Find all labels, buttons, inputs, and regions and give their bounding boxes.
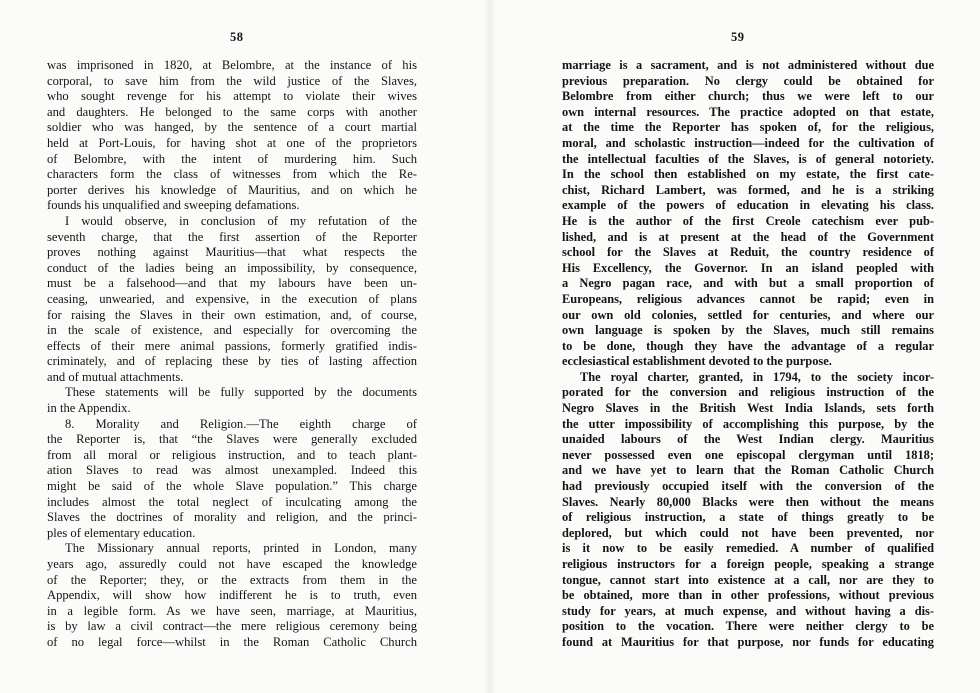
text-line: study for years, at much expense, and without having a dis- [562, 603, 934, 618]
text-line: of religious instruction, a state of things greatly to be [562, 510, 934, 525]
text-line: In the school then established on my estate, the first cate- [562, 167, 934, 182]
text-line: for raising the Slaves in their own estimation, and, of course, [47, 307, 417, 322]
text-line: of the Reporter; they, or the extracts from them in the [47, 572, 417, 587]
text-line: Negro Slaves in the British West India Islands, sets forth [562, 401, 934, 416]
text-line: marriage is a sacrament, and is not administered without due [562, 58, 934, 72]
text-line: founds his unqualified and sweeping defamations. [47, 198, 300, 213]
text-line: is it now to be easily remedied. A number of qualified [562, 541, 934, 556]
text-line: had previously occupied itself with the conversion of the [562, 479, 934, 494]
text-line: Slaves the doctrines of morality and religion, and the princi- [47, 510, 417, 525]
text-line: ecclesiastical establishment devoted to the purpose. [562, 354, 832, 369]
text-line: criminately, and of replacing these by ties of lasting affection [47, 354, 417, 369]
text-line: His Excellency, the Governor. In an island peopled with [562, 260, 934, 275]
text-line: the Reporter is, that “the Slaves were generally excluded [47, 432, 417, 447]
text-line: The royal charter, granted, in 1794, to the society incor- [580, 369, 934, 384]
text-line: porated for the conversion and religious instruction of the [562, 385, 934, 400]
text-line: is by law a civil contract—the mere religious ceremony being [47, 619, 417, 634]
text-line: must be a falsehood—and that my labours have been un- [47, 276, 417, 291]
text-line: He is the author of the first Creole catechism ever pub- [562, 213, 934, 228]
page-number-right: 59 [731, 30, 745, 44]
text-line: to be done, though they have the advantage of a regular [562, 338, 934, 353]
text-line: ples of elementary education. [47, 525, 196, 540]
text-line: corporal, to save him from the wild justice of the Slaves, [47, 73, 417, 88]
text-line: of Belombre, with the intent of murdering him. Such [47, 151, 417, 166]
text-line: the intellectual faculties of the Slaves, is of general notoriety. [562, 151, 934, 166]
text-line: Appendix, will show how indifferent he is to truth, even [47, 588, 417, 603]
text-line: effects of their mere animal passions, formerly gratified indis- [47, 338, 417, 353]
text-line: characters form the class of witnesses from which the Re- [47, 167, 417, 182]
text-line: soldier who was hanged, by the sentence of a court martial [47, 120, 417, 135]
text-line: proves nothing against Mauritius—that what respects the [47, 245, 417, 260]
text-line: a Negro pagan race, and with but a small proportion of [562, 276, 934, 291]
right-page [490, 0, 980, 693]
text-line: and daughters. He belonged to the same corps with another [47, 104, 417, 119]
text-line: school for the Slaves at Reduit, the country residence of [562, 245, 934, 260]
text-line: tongue, cannot start into existence at a call, nor are they to [562, 572, 934, 587]
text-line: seventh charge, that the first assertion of the Reporter [47, 229, 417, 244]
right-page-body [562, 58, 934, 651]
text-line: unaided labours of the West Indian clergy. Mauritius [562, 432, 934, 447]
text-line: religious instructors for a foreign people, speaking a strange [562, 557, 934, 571]
text-line: conduct of the ladies being an impossibility, by consequence, [47, 260, 417, 275]
text-line: our own old colonies, settled for centuries, and where our [562, 307, 934, 322]
text-line: position to the vocation. There were neither clergy to be [562, 619, 934, 634]
text-line: in the Appendix. [47, 401, 131, 416]
text-line: never possessed even one episcopal clergyman until 1818; [562, 447, 934, 462]
text-line: Slaves. Nearly 80,000 Blacks were then without the means [562, 494, 934, 509]
text-line: Belombre from either church; thus we were left to our [562, 89, 934, 104]
text-line: example of the powers of education in elevating his class. [562, 198, 934, 213]
text-line: ation Slaves to read was almost unexampled. Indeed this [47, 463, 417, 478]
text-line: Europeans, religious advances cannot be rapid; even in [562, 291, 934, 306]
page-number-left: 58 [230, 30, 244, 44]
text-line: own language is spoken by the Slaves, much still remains [562, 323, 934, 338]
text-line: ceasing, unwearied, and expensive, in the execution of plans [47, 291, 417, 306]
text-line: previous preparation. No clergy could be obtained for [562, 73, 934, 88]
text-line: porter derives his knowledge of Mauritius, and on which he [47, 182, 417, 197]
text-line: might be said of the whole Slave population.” This charge [47, 479, 417, 494]
text-line: of no legal force—whilst in the Roman Catholic Church [47, 634, 417, 649]
text-line: includes almost the total neglect of inculcating among the [47, 494, 417, 509]
left-page-body [47, 58, 417, 651]
text-line: was imprisoned in 1820, at Belombre, at the instance of his [47, 58, 417, 72]
section-heading-line: 8. Morality and Religion.—The eighth charge of [65, 416, 417, 431]
text-line: and we have yet to learn that the Roman Catholic Church [562, 463, 934, 478]
text-line: from all moral or religious instruction, and to teach plant- [47, 447, 417, 462]
text-line: lished, and is at present at the head of the Government [562, 229, 934, 244]
text-line: years ago, assuredly could not have escaped the knowledge [47, 557, 417, 571]
text-line: in the scale of existence, and especially for overcoming the [47, 323, 417, 338]
text-line: The Missionary annual reports, printed in London, many [65, 541, 417, 556]
text-line: chist, Richard Lambert, was formed, and he is a striking [562, 182, 934, 197]
text-line: in a legible form. As we have seen, marriage, at Mauritius, [47, 603, 417, 618]
text-line: own internal resources. The practice adopted on that estate, [562, 104, 934, 119]
text-line: deplored, but which could not have been prevented, nor [562, 525, 934, 540]
text-line: be obtained, more than in other professions, without previous [562, 588, 934, 603]
text-line: at the time the Reporter has spoken of, for the religious, [562, 120, 934, 135]
text-line: the utter impossibility of accomplishing this purpose, by the [562, 416, 934, 431]
text-line: These statements will be fully supported by the documents [65, 385, 417, 400]
text-line: and of mutual attachments. [47, 369, 184, 384]
text-line: moral, and scholastic instruction—indeed for the cultivation of [562, 135, 934, 150]
text-line: I would observe, in conclusion of my refutation of the [65, 213, 417, 228]
text-line: who sought revenge for his attempt to violate their wives [47, 89, 417, 104]
text-line: held at Port-Louis, for having shot at one of the proprietors [47, 135, 417, 150]
text-line: found at Mauritius for that purpose, nor funds for educating [562, 634, 934, 649]
